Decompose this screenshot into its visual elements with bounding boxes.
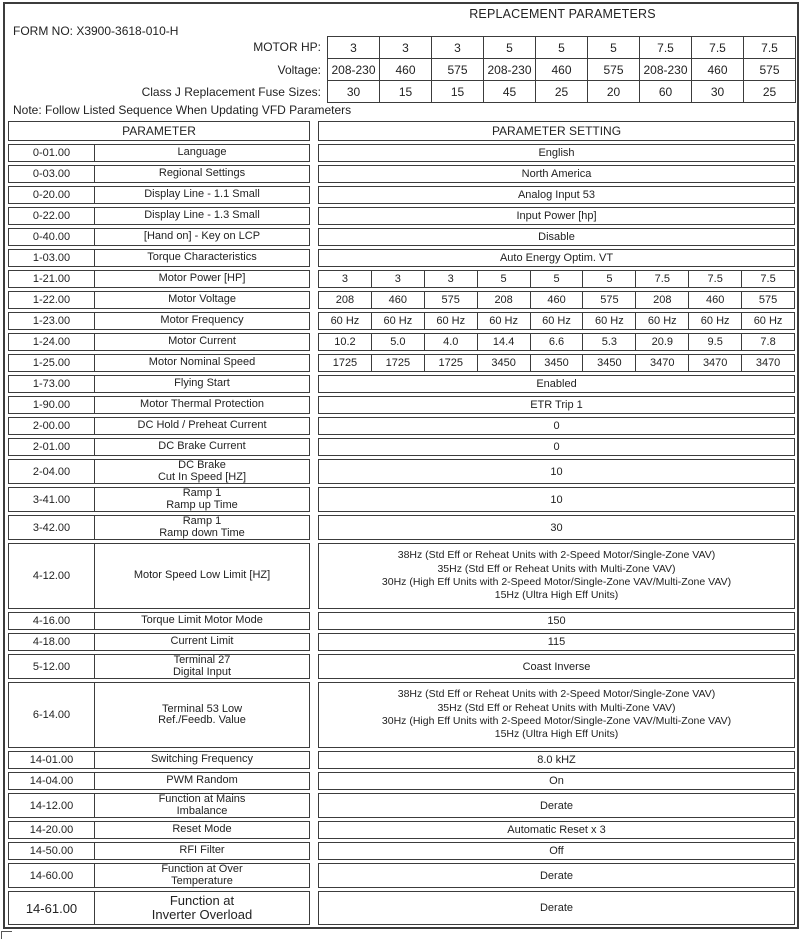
setting-cell: 3: [341, 273, 348, 285]
param-id: 4-18.00: [9, 634, 95, 650]
param-setting: 8.0 kHZ: [318, 751, 795, 769]
param-name: Current Limit: [170, 635, 234, 648]
table-row: [8, 654, 795, 679]
setting-cell: 3470: [688, 355, 741, 371]
replacement-spec-grid: [8, 36, 796, 103]
param-setting-cells: [318, 354, 795, 372]
table-row: [8, 772, 795, 790]
setting-cell: 575: [741, 292, 794, 308]
spec-cell: 15: [380, 81, 432, 103]
setting-cell: 60 Hz: [371, 313, 424, 329]
table-row: [8, 751, 795, 769]
setting-header: PARAMETER SETTING: [318, 121, 795, 141]
spec-cell: 208-230: [484, 59, 536, 81]
param-id: 0-40.00: [9, 229, 95, 245]
param-name: Function at Over Temperature: [161, 863, 243, 887]
param-id: 0-22.00: [9, 208, 95, 224]
param-name: PWM Random: [166, 774, 238, 787]
setting-cell: 208: [477, 292, 530, 308]
spec-cell: 45: [484, 81, 536, 103]
setting-cell: 60 Hz: [582, 313, 635, 329]
setting-cell: 5: [530, 271, 583, 287]
param-name: DC Hold / Preheat Current: [137, 419, 267, 432]
param-name: Motor Power [HP]: [158, 272, 246, 285]
param-setting: 30: [318, 515, 795, 540]
setting-cell: 60 Hz: [330, 315, 360, 327]
param-id: 1-23.00: [9, 313, 95, 329]
param-name: Terminal 27 Digital Input: [172, 654, 232, 678]
param-id: 14-12.00: [9, 794, 95, 817]
spec-cell: 460: [536, 59, 588, 81]
spec-row-cells: [327, 59, 796, 81]
table-row: [8, 354, 795, 372]
table-row: [8, 270, 795, 288]
param-setting: 0: [318, 417, 795, 435]
spec-cell: 5: [536, 37, 588, 59]
param-setting: 38Hz (Std Eff or Reheat Units with 2-Speed Motor/Single-Zone VAV) 35Hz (Std Eff or Reheat Units with Multi-Zone VAV) 30Hz (High Eff Units with 2-Speed Motor/Single-Zone VAV/Multi-Zone VAV) 15Hz (Ultra High Eff Units): [318, 543, 795, 609]
table-row: [8, 291, 795, 309]
spec-cell: 3: [432, 37, 484, 59]
spec-row-fuse-sizes: [8, 81, 796, 103]
param-id: 1-22.00: [9, 292, 95, 308]
spec-row-label: Class J Replacement Fuse Sizes:: [141, 85, 321, 99]
spec-cell: 7.5: [640, 37, 692, 59]
param-id: 1-21.00: [9, 271, 95, 287]
param-name: Display Line - 1.3 Small: [144, 209, 260, 222]
param-id: 1-73.00: [9, 376, 95, 392]
setting-cell: 14.4: [477, 334, 530, 350]
spec-cell: 5: [588, 37, 640, 59]
param-setting-cells: [318, 312, 795, 330]
param-setting: Input Power [hp]: [318, 207, 795, 225]
param-id: 2-01.00: [9, 439, 95, 455]
param-id: 0-03.00: [9, 166, 95, 182]
param-id: 14-20.00: [9, 822, 95, 838]
table-row: [8, 249, 795, 267]
param-setting: 150: [318, 612, 795, 630]
setting-cell: 4.0: [424, 334, 477, 350]
param-id: 0-01.00: [9, 145, 95, 161]
table-row: [8, 612, 795, 630]
spec-cell: 575: [744, 59, 796, 81]
param-setting: 38Hz (Std Eff or Reheat Units with 2-Speed Motor/Single-Zone VAV) 35Hz (Std Eff or Reheat Units with Multi-Zone VAV) 30Hz (High Eff Units with 2-Speed Motor/Single-Zone VAV/Multi-Zone VAV) 15Hz (Ultra High Eff Units): [318, 682, 795, 748]
param-setting: Coast Inverse: [318, 654, 795, 679]
param-id: 14-04.00: [9, 773, 95, 789]
param-setting: North America: [318, 165, 795, 183]
param-name: Torque Characteristics: [147, 251, 257, 264]
spec-row-cells: [327, 36, 796, 59]
setting-cell: 7.5: [688, 271, 741, 287]
setting-cell: 3450: [582, 355, 635, 371]
param-name: Ramp 1 Ramp down Time: [159, 515, 245, 539]
spec-row-cells: [327, 81, 796, 103]
setting-cell: 575: [582, 292, 635, 308]
param-id: 4-12.00: [9, 544, 95, 608]
param-setting: English: [318, 144, 795, 162]
param-name: Motor Thermal Protection: [140, 398, 264, 411]
param-name: Motor Frequency: [160, 314, 244, 327]
param-id: 1-24.00: [9, 334, 95, 350]
setting-cell: 5: [477, 271, 530, 287]
param-name: Regional Settings: [158, 167, 246, 180]
table-row: [8, 207, 795, 225]
param-setting: Disable: [318, 228, 795, 246]
param-setting-cells: [318, 291, 795, 309]
param-setting: On: [318, 772, 795, 790]
setting-cell: 20.9: [635, 334, 688, 350]
param-id: 14-01.00: [9, 752, 95, 768]
page-corner-mark: [1, 931, 12, 939]
setting-cell: 60 Hz: [424, 313, 477, 329]
spec-cell: 7.5: [692, 37, 744, 59]
param-id: 1-90.00: [9, 397, 95, 413]
param-name: Ramp 1 Ramp up Time: [166, 487, 238, 511]
spec-cell: 5: [484, 37, 536, 59]
param-name: Reset Mode: [172, 823, 232, 836]
spec-row-voltage: [8, 59, 796, 81]
spec-cell: 460: [380, 59, 432, 81]
document-title: REPLACEMENT PARAMETERS: [469, 7, 656, 21]
setting-cell: 1725: [332, 357, 358, 369]
setting-cell: 60 Hz: [477, 313, 530, 329]
spec-cell: 25: [536, 81, 588, 103]
setting-cell: 60 Hz: [688, 313, 741, 329]
param-id: 6-14.00: [9, 683, 95, 747]
param-name: [Hand on] - Key on LCP: [143, 230, 261, 243]
param-name: Terminal 53 Low Ref./Feedb. Value: [158, 702, 246, 726]
table-row: [8, 543, 795, 609]
param-name: Function at Mains Imbalance: [158, 793, 246, 817]
param-name: Language: [177, 146, 227, 159]
param-id: 4-16.00: [9, 613, 95, 629]
param-id: 1-03.00: [9, 250, 95, 266]
form-number: FORM NO: X3900-3618-010-H: [13, 24, 179, 38]
setting-cell: 3470: [635, 355, 688, 371]
setting-cell: 460: [371, 292, 424, 308]
spec-cell: 208-230: [328, 59, 380, 81]
sequence-note: Note: Follow Listed Sequence When Updating VFD Parameters: [13, 103, 352, 117]
setting-cell: 5.3: [582, 334, 635, 350]
param-id: 14-50.00: [9, 843, 95, 859]
setting-cell: 3450: [530, 355, 583, 371]
table-row: [8, 842, 795, 860]
param-name: Switching Frequency: [150, 753, 254, 766]
param-id: 0-20.00: [9, 187, 95, 203]
setting-cell: 10.2: [334, 336, 356, 348]
setting-cell: 208: [335, 294, 355, 306]
setting-cell: 460: [688, 292, 741, 308]
param-id: 1-25.00: [9, 355, 95, 371]
table-row: [8, 863, 795, 888]
table-row: [8, 144, 795, 162]
spec-cell: 25: [744, 81, 796, 103]
param-name: Flying Start: [174, 377, 230, 390]
setting-cell: 7.5: [741, 271, 794, 287]
setting-cell: 3470: [741, 355, 794, 371]
param-setting: ETR Trip 1: [318, 396, 795, 414]
param-name: Function at Inverter Overload: [151, 893, 253, 922]
param-setting: Off: [318, 842, 795, 860]
param-name: DC Brake Cut In Speed [HZ]: [157, 459, 247, 483]
param-name: Torque Limit Motor Mode: [141, 614, 263, 627]
table-row: [8, 438, 795, 456]
spec-cell: 15: [432, 81, 484, 103]
param-id: 5-12.00: [9, 655, 95, 678]
table-row: [8, 633, 795, 651]
setting-cell: 3: [424, 271, 477, 287]
setting-cell: 3450: [477, 355, 530, 371]
table-row: [8, 487, 795, 512]
table-row: [8, 312, 795, 330]
table-row: [8, 891, 795, 925]
setting-cell: 460: [530, 292, 583, 308]
param-setting: Enabled: [318, 375, 795, 393]
param-setting: Auto Energy Optim. VT: [318, 249, 795, 267]
table-row: [8, 682, 795, 748]
setting-cell: 7.8: [741, 334, 794, 350]
setting-cell: 3: [371, 271, 424, 287]
spec-row-label: Voltage:: [277, 63, 321, 77]
param-name: DC Brake Current: [158, 440, 246, 453]
param-id: 3-42.00: [9, 516, 95, 539]
setting-cell: 60 Hz: [530, 313, 583, 329]
table-row: [8, 396, 795, 414]
param-id: 2-04.00: [9, 460, 95, 483]
spec-cell: 20: [588, 81, 640, 103]
setting-cell: 575: [424, 292, 477, 308]
setting-cell: 60 Hz: [741, 313, 794, 329]
setting-cell: 5.0: [371, 334, 424, 350]
table-header-row: [8, 121, 795, 141]
param-setting: Analog Input 53: [318, 186, 795, 204]
spec-cell: 208-230: [640, 59, 692, 81]
spec-cell: 3: [380, 37, 432, 59]
param-name: Motor Speed Low Limit [HZ]: [133, 569, 271, 582]
param-setting: 10: [318, 487, 795, 512]
table-row: [8, 821, 795, 839]
setting-cell: 7.5: [635, 271, 688, 287]
param-setting-cells: [318, 270, 795, 288]
param-setting: 115: [318, 633, 795, 651]
param-id: 14-60.00: [9, 864, 95, 887]
setting-cell: 1725: [371, 355, 424, 371]
param-name: Motor Nominal Speed: [148, 356, 256, 369]
table-row: [8, 515, 795, 540]
param-setting: Derate: [318, 793, 795, 818]
param-id: 3-41.00: [9, 488, 95, 511]
table-row: [8, 165, 795, 183]
param-setting: Derate: [318, 863, 795, 888]
param-name: Motor Current: [168, 335, 236, 348]
table-row: [8, 459, 795, 484]
spec-cell: 460: [692, 59, 744, 81]
param-setting: Automatic Reset x 3: [318, 821, 795, 839]
param-id: 2-00.00: [9, 418, 95, 434]
setting-cell: 1725: [424, 355, 477, 371]
param-id: 14-61.00: [9, 892, 95, 924]
param-setting-cells: [318, 333, 795, 351]
param-name: RFI Filter: [179, 844, 225, 857]
param-name: Display Line - 1.1 Small: [144, 188, 260, 201]
spec-cell: 60: [640, 81, 692, 103]
param-name: Motor Voltage: [168, 293, 236, 306]
param-setting: 10: [318, 459, 795, 484]
spec-row-motor-hp: [8, 36, 796, 59]
spec-cell: 3: [328, 37, 380, 59]
setting-cell: 60 Hz: [635, 313, 688, 329]
setting-cell: 208: [635, 292, 688, 308]
table-row: [8, 417, 795, 435]
table-row: [8, 793, 795, 818]
parameter-header: PARAMETER: [8, 121, 310, 141]
spec-row-label: MOTOR HP:: [253, 40, 321, 54]
table-row: [8, 333, 795, 351]
spec-cell: 30: [692, 81, 744, 103]
param-setting: 0: [318, 438, 795, 456]
setting-cell: 6.6: [530, 334, 583, 350]
table-row: [8, 375, 795, 393]
setting-cell: 9.5: [688, 334, 741, 350]
table-row: [8, 228, 795, 246]
table-row: [8, 186, 795, 204]
spec-cell: 7.5: [744, 37, 796, 59]
spec-cell: 575: [588, 59, 640, 81]
setting-cell: 5: [582, 271, 635, 287]
parameter-table: [8, 121, 795, 925]
spec-cell: 575: [432, 59, 484, 81]
param-setting: Derate: [318, 891, 795, 925]
spec-cell: 30: [328, 81, 380, 103]
